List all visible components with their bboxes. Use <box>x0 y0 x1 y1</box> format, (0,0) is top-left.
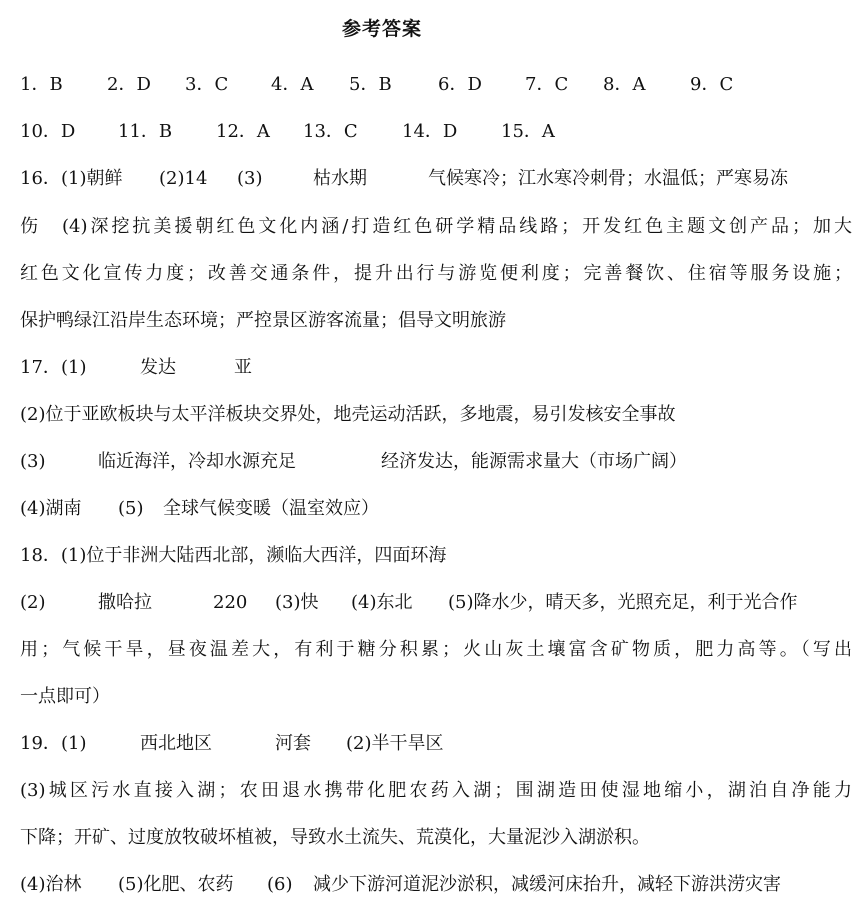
q19-part-1-answer-a: 西北地区 <box>140 733 212 754</box>
answer-12: 12．A <box>216 121 270 142</box>
q18-part-2-answer-b: 220 <box>213 592 248 613</box>
q18-part-2-answer-a: 撒哈拉 <box>98 592 152 613</box>
q16-part-3-answer-a: 枯水期 <box>313 168 367 189</box>
q18-line-3: 用；气候干旱，昼夜温差大，有利于糖分积累；火山灰土壤富含矿物质，肥力高等。（写出 <box>20 639 852 660</box>
answer-10: 10．D <box>20 121 76 142</box>
answer-14: 14．D <box>402 121 458 142</box>
q18-line-1: 18．(1)位于非洲大陆西北部，濒临大西洋，四面环海 <box>20 545 447 566</box>
q17-part-3-answer-b: 经济发达，能源需求量大（市场广阔） <box>381 451 687 472</box>
q17-part-4: (4)湖南 <box>20 498 82 519</box>
q17-number: 17． <box>20 357 61 378</box>
answer-3: 3．C <box>185 74 229 95</box>
q19-part-6-label: (6) <box>267 874 293 895</box>
q16-line-4: 保护鸭绿江沿岸生态环境；严控景区游客流量；倡导文明旅游 <box>20 310 506 331</box>
page-title: 参考答案 <box>341 18 422 40</box>
answer-7: 7．C <box>525 74 569 95</box>
q17-part-1-answer-a: 发达 <box>140 357 176 378</box>
q17-part-3-label: (3) <box>20 451 46 472</box>
q19-part-4: (4)治林 <box>20 874 82 895</box>
answer-2: 2．D <box>107 74 151 95</box>
q19-part-1-answer-b: 河套 <box>275 733 311 754</box>
q18-line-4: 一点即可） <box>20 686 110 707</box>
answer-6: 6．D <box>438 74 482 95</box>
q16-part-3-label: (3) <box>237 168 263 189</box>
q19-line-3: 下降；开矿、过度放牧破坏植被，导致水土流失、荒漠化，大量泥沙入湖淤积。 <box>20 827 650 848</box>
q17-part-5-answer: 全球气候变暖（温室效应） <box>163 498 379 519</box>
answer-4: 4．A <box>271 74 314 95</box>
q16-line-2: 伤 (4)深挖抗美援朝红色文化内涵/打造红色研学精品线路；开发红色主题文创产品；加大 <box>20 216 852 237</box>
q17-part-1-answer-b: 亚 <box>234 357 252 378</box>
q18-part-4: (4)东北 <box>351 592 413 613</box>
answer-11: 11．B <box>118 121 173 142</box>
q16-number: 16． <box>20 168 61 189</box>
q17-part-3-answer-a: 临近海洋，冷却水源充足 <box>98 451 296 472</box>
q19-part-5: (5)化肥、农药 <box>118 874 234 895</box>
answer-8: 8．A <box>603 74 646 95</box>
q17-part-5-label: (5) <box>118 498 144 519</box>
q16-part-3-answer-b: 气候寒冷；江水寒冷刺骨；水温低；严寒易冻 <box>428 168 788 189</box>
q17-part-1-label: (1) <box>61 357 87 378</box>
q16-part-1: (1)朝鲜 <box>61 168 123 189</box>
q16-line-3: 红色文化宣传力度；改善交通条件，提升出行与游览便利度；完善餐饮、住宿等服务设施； <box>20 263 852 284</box>
answer-15: 15．A <box>501 121 555 142</box>
answer-5: 5．B <box>349 74 392 95</box>
q19-line-2: (3)城区污水直接入湖；农田退水携带化肥农药入湖；围湖造田使湿地缩小，湖泊自净能力 <box>20 780 852 801</box>
q17-part-2: (2)位于亚欧板块与太平洋板块交界处，地壳运动活跃，多地震，易引发核安全事故 <box>20 404 676 425</box>
q16-part-2: (2)14 <box>159 168 208 189</box>
q19-number: 19． <box>20 733 61 754</box>
answer-9: 9．C <box>690 74 734 95</box>
q19-part-2: (2)半干旱区 <box>346 733 444 754</box>
q18-part-5: (5)降水少，晴天多，光照充足，利于光合作 <box>448 592 798 613</box>
q18-part-2-label: (2) <box>20 592 46 613</box>
q18-part-3: (3)快 <box>275 592 319 613</box>
q19-part-6-answer: 减少下游河道泥沙淤积，减缓河床抬升，减轻下游洪涝灾害 <box>313 874 781 895</box>
answer-13: 13．C <box>303 121 358 142</box>
q19-part-1-label: (1) <box>61 733 87 754</box>
answer-1: 1．B <box>20 74 63 95</box>
